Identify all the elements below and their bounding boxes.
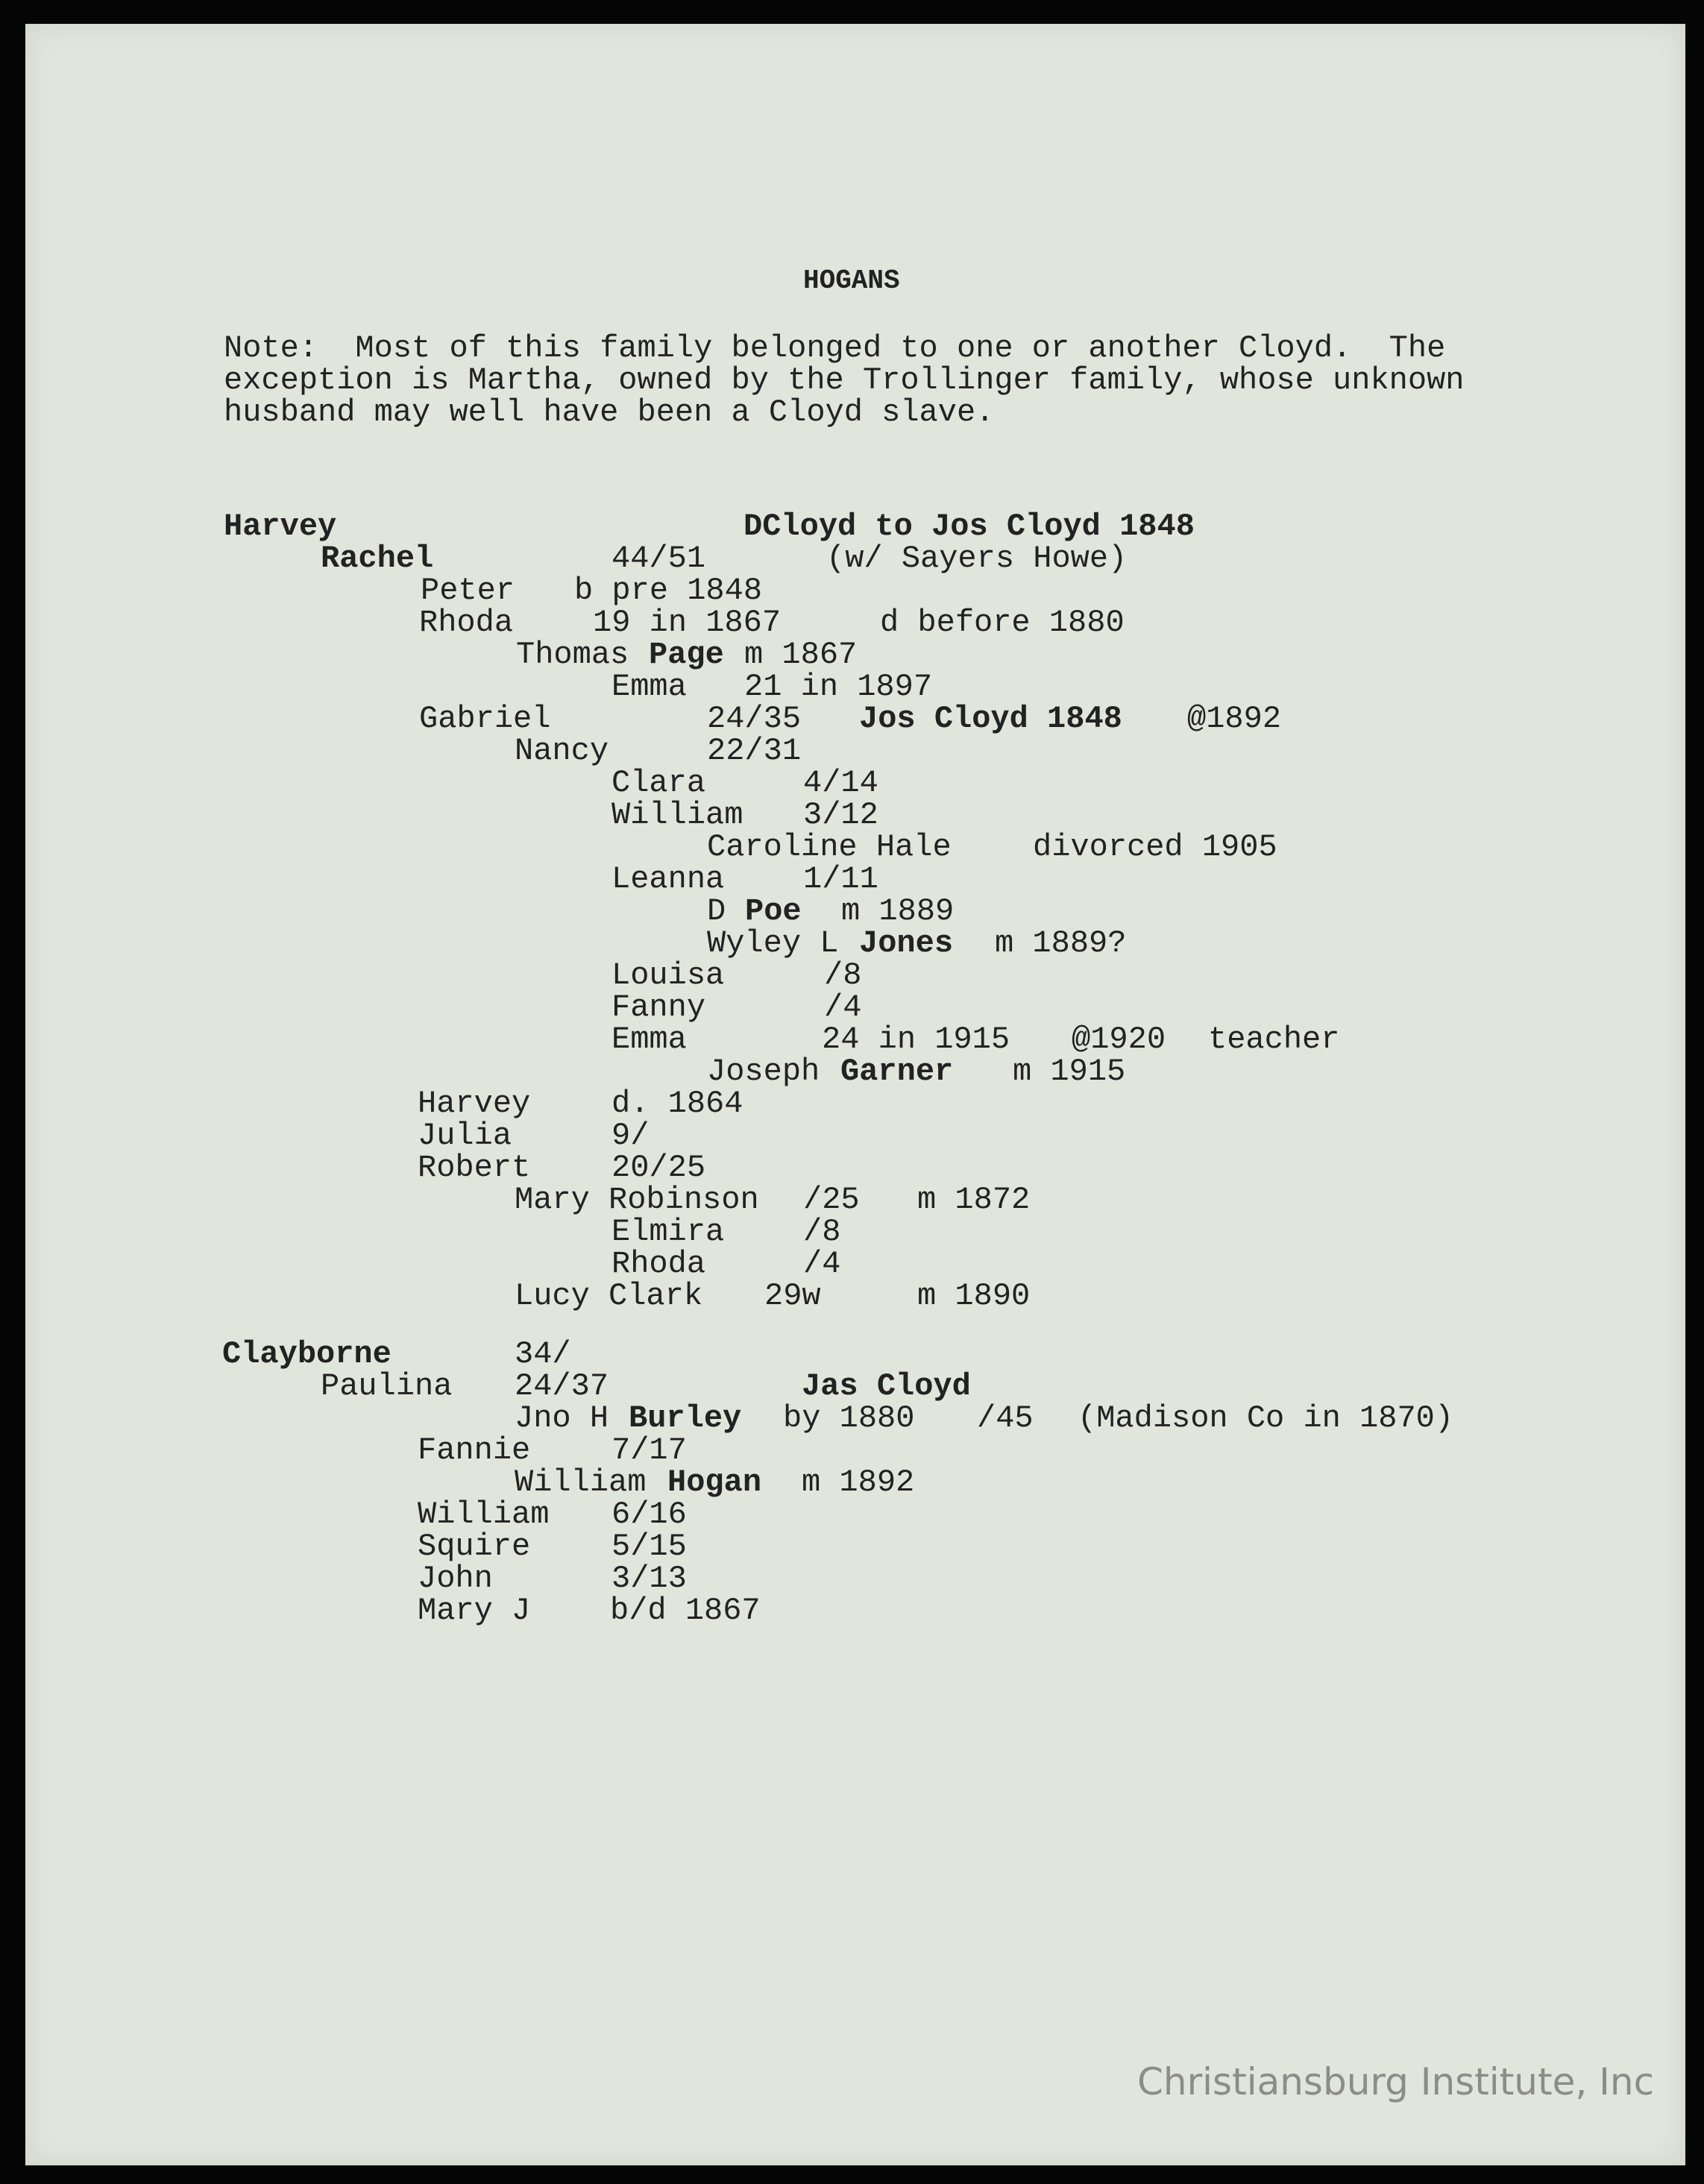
entry-text: /8 — [824, 957, 862, 993]
entry-text: Thomas — [516, 637, 648, 673]
entry-text: D — [707, 893, 745, 929]
entry-text: Page — [649, 637, 724, 673]
entry-text: /8 — [803, 1214, 841, 1250]
entry-text: 9/ — [612, 1118, 650, 1154]
entry-text: Mary J — [418, 1593, 531, 1628]
entry-text: 7/17 — [612, 1432, 687, 1468]
entry-text: Poe — [745, 893, 802, 929]
entry-text: b/d 1867 — [610, 1593, 761, 1628]
entry-text: Peter — [421, 573, 515, 608]
entry-text: 3/12 — [803, 797, 878, 833]
entry-text: Jones — [859, 925, 954, 961]
note-line-2: exception is Martha, owned by the Trollinger family, whose unknown — [224, 362, 1465, 398]
entry-text: 22/31 — [707, 733, 802, 769]
note-line-3: husband may well have been a Cloyd slave. — [224, 394, 995, 430]
entry-text: Emma — [612, 669, 687, 705]
entry-text: Jos Cloyd 1848 — [859, 701, 1122, 737]
entry-text: 4/14 — [803, 765, 878, 801]
entry-text: Emma — [612, 1022, 687, 1057]
entry-text: Clara — [612, 765, 706, 801]
entry-text: m 1867 — [744, 637, 858, 673]
entry-text: d. 1864 — [612, 1086, 743, 1121]
entry-text: /4 — [803, 1246, 841, 1282]
entry-text: 5/15 — [612, 1529, 687, 1564]
entry-text: m 1890 — [917, 1278, 1031, 1314]
entry-text: by 1880 — [783, 1400, 915, 1436]
entry-text: Rachel — [321, 541, 434, 576]
entry-text: Leanna — [612, 861, 725, 897]
entry-text: 24/37 — [515, 1368, 609, 1404]
entry-text: (Madison Co in 1870) — [1078, 1400, 1454, 1436]
entry-text: (w/ Sayers Howe) — [826, 541, 1128, 576]
entry-text: Mary Robinson — [515, 1182, 759, 1218]
entry-text: Jas Cloyd — [802, 1368, 971, 1404]
entry-text: Joseph — [707, 1054, 839, 1089]
entry-text: /45 — [977, 1400, 1034, 1436]
entry-text: d before 1880 — [880, 605, 1125, 641]
entry-text: 44/51 — [612, 541, 706, 576]
entry-text: 24 in 1915 — [822, 1022, 1010, 1057]
entry-text: divorced 1905 — [1033, 829, 1277, 865]
entry-text: DCloyd to Jos Cloyd 1848 — [743, 509, 1195, 544]
entry-text: Gabriel — [419, 701, 551, 737]
entry-text: William — [418, 1497, 550, 1532]
entry-text: Fanny — [612, 989, 706, 1025]
note-line-1: Note: Most of this family belonged to one or another Cloyd. The — [224, 330, 1446, 366]
entry-text: 21 in 1897 — [744, 669, 933, 705]
entry-text: Paulina — [321, 1368, 453, 1404]
entry-text: Rhoda — [419, 605, 514, 641]
entry-text: 3/13 — [612, 1561, 687, 1596]
page-title: HOGANS — [803, 265, 900, 296]
entry-text: m 1889? — [995, 925, 1127, 961]
entry-text: Hogan — [667, 1464, 762, 1500]
entry-text: Fannie — [418, 1432, 531, 1468]
entry-text: John — [418, 1561, 493, 1596]
watermark: Christiansburg Institute, Inc — [1137, 2060, 1655, 2103]
entry-text: m 1915 — [1013, 1054, 1126, 1089]
entry-text: b pre 1848 — [574, 573, 763, 608]
entry-text: Julia — [418, 1118, 512, 1154]
entry-text: m 1872 — [917, 1182, 1031, 1218]
entry-text: /4 — [824, 989, 862, 1025]
entry-text: Harvey — [418, 1086, 531, 1121]
entry-text: teacher — [1208, 1022, 1340, 1057]
entry-text: Caroline Hale — [707, 829, 952, 865]
entry-text: William — [612, 797, 743, 833]
entry-text: Burley — [629, 1400, 742, 1436]
entry-text: Rhoda — [612, 1246, 706, 1282]
entry-text: 6/16 — [612, 1497, 687, 1532]
entry-text: /25 — [803, 1182, 860, 1218]
entry-text: Jno H — [515, 1400, 628, 1436]
entry-text: Garner — [840, 1054, 954, 1089]
entry-text: Lucy Clark — [515, 1278, 703, 1314]
entry-text: William — [515, 1464, 665, 1500]
entry-text: @1920 — [1072, 1022, 1166, 1057]
entry-text: Nancy — [515, 733, 609, 769]
entry-text: m 1889 — [841, 893, 955, 929]
entry-text: 19 in 1867 — [593, 605, 782, 641]
entry-text: Louisa — [612, 957, 725, 993]
entry-text: 34/ — [515, 1336, 571, 1372]
entry-text: Robert — [418, 1150, 531, 1186]
entry-text: 29w — [764, 1278, 821, 1314]
entry-text: 20/25 — [612, 1150, 706, 1186]
entry-text: 24/35 — [707, 701, 802, 737]
entry-text: Clayborne — [222, 1336, 392, 1372]
entry-text: Harvey — [224, 509, 337, 544]
entry-text: @1892 — [1187, 701, 1282, 737]
entry-text: m 1892 — [802, 1464, 915, 1500]
entry-text: Wyley L — [707, 925, 858, 961]
entry-text: 1/11 — [803, 861, 878, 897]
entry-text: Elmira — [612, 1214, 725, 1250]
entry-text: Squire — [418, 1529, 531, 1564]
